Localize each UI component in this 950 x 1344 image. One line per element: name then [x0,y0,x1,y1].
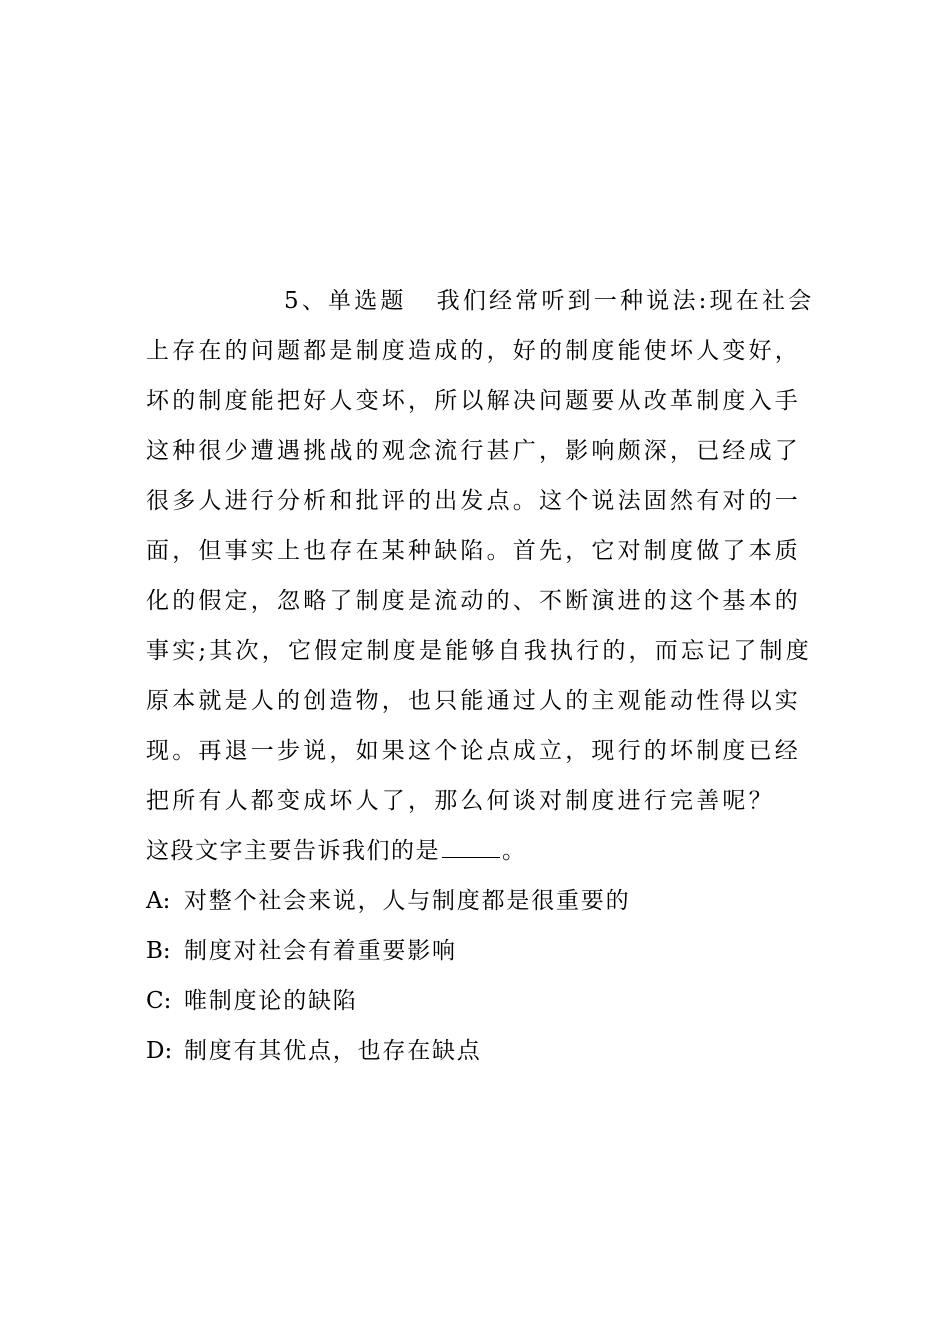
option-a [146,883,810,933]
option-letter: C: [146,988,172,1014]
passage-line: 面，但事实上也存在某种缺陷。首先，它对制度做了本质 [146,538,801,564]
answer-blank [442,835,500,858]
question-number: 5、单选题 [284,288,407,314]
passage-line: 化的假定，忽略了制度是流动的、不断演进的这个基本的 [146,588,801,614]
passage-line: 原本就是人的创造物，也只能通过人的主观能动性得以实 [146,688,801,714]
passage-line: 这种很少遭遇挑战的观念流行甚广，影响颇深，已经成了 [146,438,801,464]
option-text: 对整个社会来说，人与制度都是很重要的 [184,888,631,914]
option-letter: D: [146,1038,173,1064]
option-text: 制度有其优点，也存在缺点 [184,1038,482,1064]
passage-line: 我们经常听到一种说法:现在社会 [436,288,815,314]
question-prompt [146,833,810,883]
option-text: 制度对社会有着重要影响 [184,938,457,964]
passage-line: 很多人进行分析和批评的出发点。这个说法固然有对的一 [146,488,801,514]
passage-line: 坏的制度能把好人变坏，所以解决问题要从改革制度入手 [146,388,801,414]
option-letter: B: [146,938,171,964]
option-b [146,933,810,983]
question-first-line [146,283,815,333]
prompt-text: 这段文字主要告诉我们的是 [146,838,440,864]
option-d [146,1033,810,1083]
passage-line: 事实;其次，它假定制度是能够自我执行的，而忘记了制度 [146,638,812,664]
passage-line: 上存在的问题都是制度造成的，好的制度能使坏人变好， [146,338,801,364]
option-letter: A: [146,888,171,914]
option-text: 唯制度论的缺陷 [184,988,358,1014]
question-block [146,283,815,1083]
prompt-end: 。 [502,838,527,864]
option-c [146,983,810,1033]
passage-line: 把所有人都变成坏人了，那么何谈对制度进行完善呢？ [146,788,775,814]
passage-line: 现。再退一步说，如果这个论点成立，现行的坏制度已经 [146,738,801,764]
